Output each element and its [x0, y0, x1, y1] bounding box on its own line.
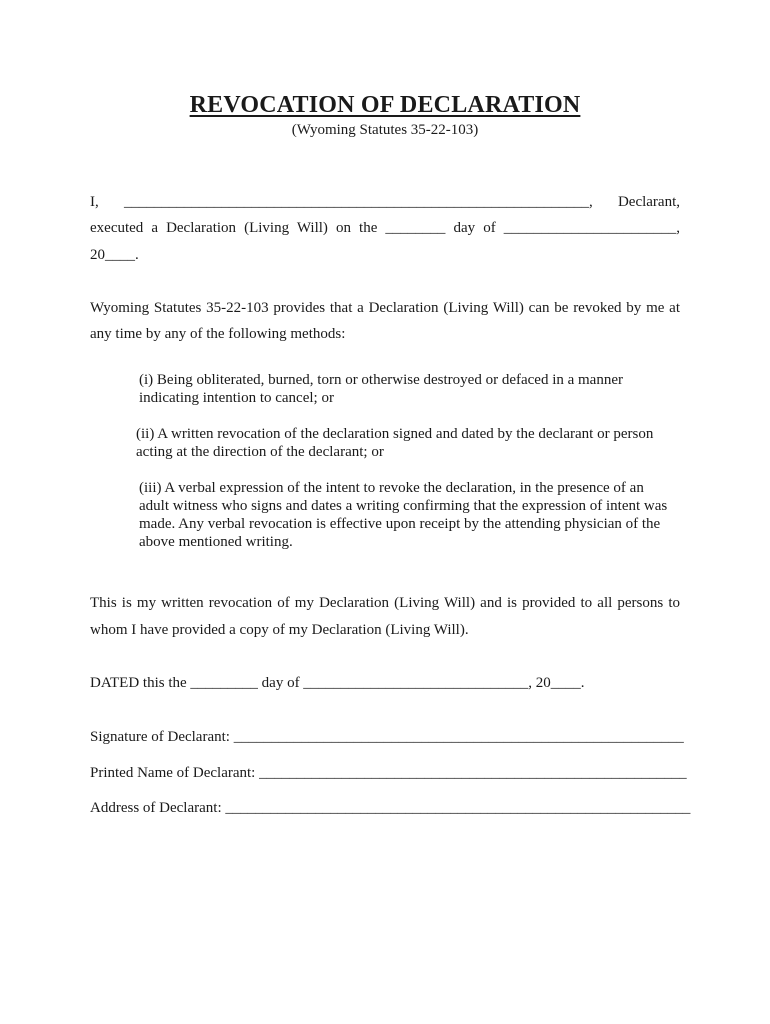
- statute-line-1: Wyoming Statutes 35-22-103 provides that a Declaration (Living Will) can be revoked by me at: [90, 300, 680, 316]
- year-line: 20____.: [90, 247, 139, 263]
- executed-line: executed a Declaration (Living Will) on the ________ day of _______________________,: [90, 220, 680, 236]
- statute-line-2: any time by any of the following methods:: [90, 326, 346, 342]
- method-item-ii: (ii) A written revocation of the declaration signed and dated by the declarant or person acting at the direction of the declarant; or: [136, 426, 654, 460]
- printed-name-line: Printed Name of Declarant: _________________________________________________________: [90, 765, 687, 781]
- address-line: Address of Declarant: ______________________________________________________________: [90, 800, 691, 816]
- signature-line: Signature of Declarant: ____________________________________________________________: [90, 729, 684, 745]
- document-title-text: REVOCATION OF DECLARATION: [189, 92, 581, 118]
- method-item-iii: (iii) A verbal expression of the intent to revoke the declaration, in the presence of an adult witness who signs and dates a writing confirming that the expression of intent was made. Any verbal revocation is effective upon receipt by the attending physician of the above mentioned writing.: [139, 480, 668, 550]
- document-subtitle: (Wyoming Statutes 35-22-103): [291, 122, 479, 138]
- written-revocation-line-1: This is my written revocation of my Declaration (Living Will) and is provided to all persons to: [90, 595, 680, 611]
- method-item-i: (i) Being obliterated, burned, torn or otherwise destroyed or defaced in a manner indicating intention to cancel; or: [139, 372, 623, 406]
- dated-line: DATED this the _________ day of ______________________________, 20____.: [90, 675, 585, 691]
- written-revocation-line-2: whom I have provided a copy of my Declaration (Living Will).: [90, 622, 469, 638]
- document-title: [0, 92, 770, 119]
- declarant-line: I, ______________________________________________________________, Declarant,: [90, 194, 680, 210]
